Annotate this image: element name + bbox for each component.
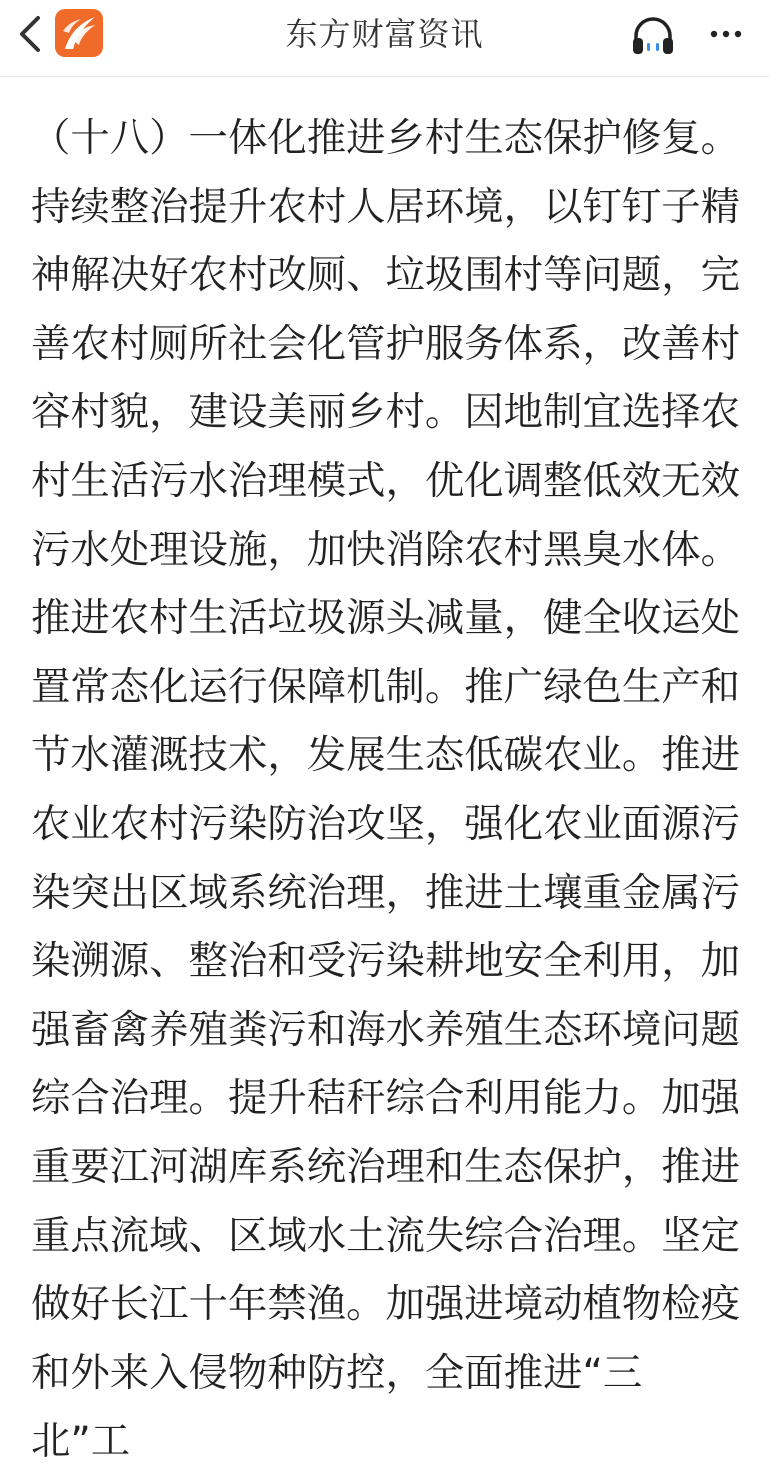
audio-play-button[interactable] [628, 12, 678, 56]
article-body-text: （十八）一体化推进乡村生态保护修复。持续整治提升农村人居环境，以钉钉子精神解决好农村改厕、垃圾围村等问题，完善农村厕所社会化管护服务体系，改善村容村貌，建设美丽乡村。因地制宜选择农村生活污水治理模式，优化调整低效无效污水处理设施，加快消除农村黑臭水体。推进农村生活垃圾源头减量，健全收运处置常态化运行保障机制。推广绿色生产和节水灌溉技术，发展生态低碳农业。推进农业农村污染防治攻坚，强化农业面源污染突出区域系统治理，推进土壤重金属污染溯源、整治和受污染耕地安全利用，加强畜禽养殖粪污和海水养殖生态环境问题综合治理。提升秸秆综合利用能力。加强重要江河湖库系统治理和生态保护，推进重点流域、区域水土流失综合治理。坚定做好长江十年禁渔。加强进境动植物检疫和外来入侵物种防控，全面推进“三北”工 [31, 115, 741, 1465]
top-navigation-bar [0, 0, 769, 77]
more-dots-icon [706, 20, 746, 48]
page-title: 东方财富资讯 [285, 15, 484, 53]
headphones-icon [628, 12, 678, 56]
more-options-button[interactable] [706, 20, 746, 48]
